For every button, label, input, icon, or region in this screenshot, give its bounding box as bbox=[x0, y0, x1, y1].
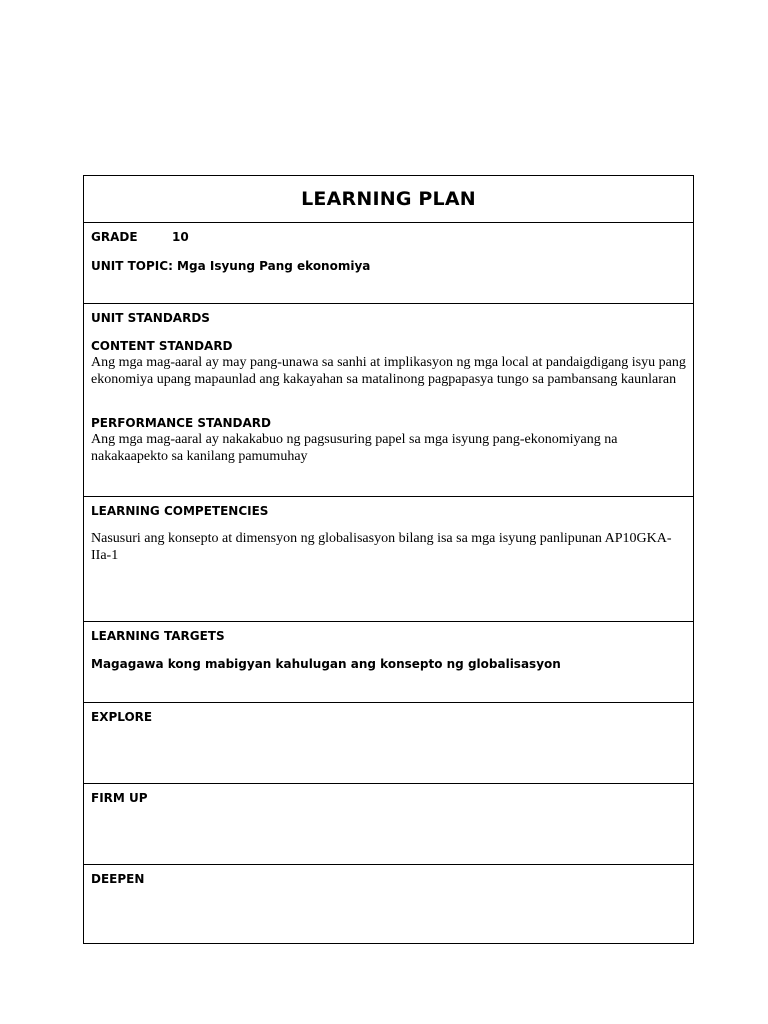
content-standard-text: Ang mga mag-aaral ay may pang-unawa sa sanhi at implikasyon ng mga local at pandaigdigang isyu pang ekonomiya upang mapaunlad ang kakayahan sa matalinong pagpapasya tungo sa pambansang kaunlaran bbox=[91, 355, 686, 387]
unit-topic: UNIT TOPIC: Mga Isyung Pang ekonomiya bbox=[91, 259, 371, 273]
explore-label: EXPLORE bbox=[91, 710, 153, 724]
performance-standard-label: PERFORMANCE STANDARD bbox=[91, 416, 271, 430]
grade-line bbox=[91, 229, 686, 245]
unit-standards-label: UNIT STANDARDS bbox=[91, 311, 210, 325]
grade-section bbox=[84, 222, 693, 303]
learning-targets-section bbox=[84, 621, 693, 702]
grade-value: 10 bbox=[172, 230, 189, 244]
deepen-label: DEEPEN bbox=[91, 872, 145, 886]
page-title: LEARNING PLAN bbox=[301, 188, 476, 210]
learning-targets-text: Magagawa kong mabigyan kahulugan ang konsepto ng globalisasyon bbox=[91, 657, 561, 671]
firm-up-section bbox=[84, 783, 693, 864]
unit-standards-section bbox=[84, 303, 693, 496]
learning-targets-label: LEARNING TARGETS bbox=[91, 629, 225, 643]
content-standard-label: CONTENT STANDARD bbox=[91, 339, 233, 353]
grade-label: GRADE bbox=[91, 230, 138, 244]
learning-competencies-text: Nasusuri ang konsepto at dimensyon ng globalisasyon bilang isa sa mga isyung panlipunan AP10GKA-IIa-1 bbox=[91, 531, 672, 563]
learning-plan-table bbox=[83, 175, 694, 944]
performance-standard-text: Ang mga mag-aaral ay nakakabuo ng pagsusuring papel sa mga isyung pang-ekonomiyang na nakakaapekto sa kanilang pamumuhay bbox=[91, 432, 618, 464]
title-row bbox=[84, 176, 693, 222]
explore-section bbox=[84, 702, 693, 783]
firm-up-label: FIRM UP bbox=[91, 791, 148, 805]
learning-competencies-label: LEARNING COMPETENCIES bbox=[91, 504, 269, 518]
deepen-section bbox=[84, 864, 693, 943]
learning-competencies-section bbox=[84, 496, 693, 621]
